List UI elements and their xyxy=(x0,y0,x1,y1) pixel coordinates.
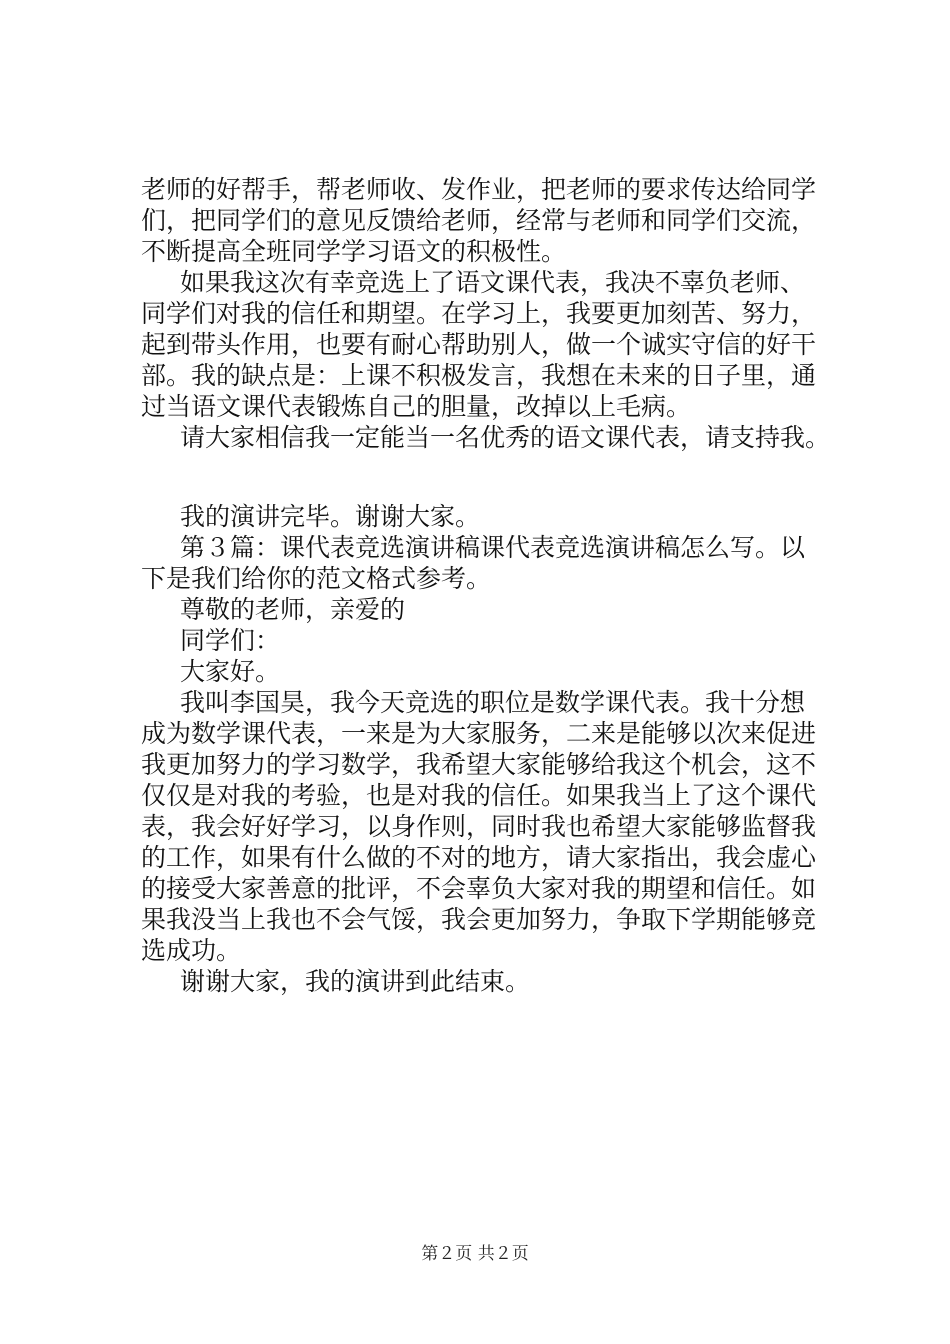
text-line: 的接受大家善意的批评，不会辜负大家对我的期望和信任。如 xyxy=(141,874,817,903)
salutation-line: 尊敬的老师，亲爱的 xyxy=(180,595,406,624)
document-body xyxy=(141,174,841,997)
salutation-line: 同学们： xyxy=(180,626,281,655)
greeting-line: 大家好。 xyxy=(180,657,281,686)
paragraph-gap xyxy=(141,453,841,501)
text-line: 不断提高全班同学学习语文的积极性。 xyxy=(141,237,567,266)
text-line: 部。我的缺点是：上课不积极发言，我想在未来的日子里，通 xyxy=(141,361,817,390)
text-line: 仅仅是对我的考验，也是对我的信任。如果我当上了这个课代 xyxy=(141,781,817,810)
text-line: 我更加努力的学习数学，我希望大家能够给我这个机会，这不 xyxy=(141,750,817,779)
text-line: 同学们对我的信任和期望。在学习上，我要更加刻苦、努力， xyxy=(141,299,817,328)
text-line: 下是我们给你的范文格式参考。 xyxy=(141,564,492,593)
text-line: 的工作，如果有什么做的不对的地方，请大家指出，我会虚心 xyxy=(141,843,817,872)
text-line: 我的演讲完毕。谢谢大家。 xyxy=(180,502,481,531)
text-line: 表，我会好好学习，以身作则，同时我也希望大家能够监督我 xyxy=(141,812,817,841)
page-number-footer: 第２页 共２页 xyxy=(421,1244,529,1264)
text-line: 们，把同学们的意见反馈给老师，经常与老师和同学们交流， xyxy=(141,206,817,235)
text-line: 过当语文课代表锻炼自己的胆量，改掉以上毛病。 xyxy=(141,392,692,421)
text-line: 如果我这次有幸竞选上了语文课代表，我决不辜负老师、 xyxy=(180,268,806,297)
closing-line: 谢谢大家，我的演讲到此结束。 xyxy=(180,967,531,996)
text-line: 请大家相信我一定能当一名优秀的语文课代表，请支持我。 xyxy=(180,423,831,452)
text-line: 我叫李国昊，我今天竞选的职位是数学课代表。我十分想 xyxy=(180,688,806,717)
text-line: 果我没当上我也不会气馁，我会更加努力，争取下学期能够竞 xyxy=(141,905,817,934)
text-line: 成为数学课代表，一来是为大家服务，二来是能够以次来促进 xyxy=(141,719,817,748)
text-line: 老师的好帮手，帮老师收、发作业，把老师的要求传达给同学 xyxy=(141,175,817,204)
text-line: 选成功。 xyxy=(141,936,242,965)
section-heading-line: 第３篇：课代表竞选演讲稿课代表竞选演讲稿怎么写。以 xyxy=(180,533,806,562)
text-line: 起到带头作用，也要有耐心帮助别人，做一个诚实守信的好干 xyxy=(141,330,817,359)
